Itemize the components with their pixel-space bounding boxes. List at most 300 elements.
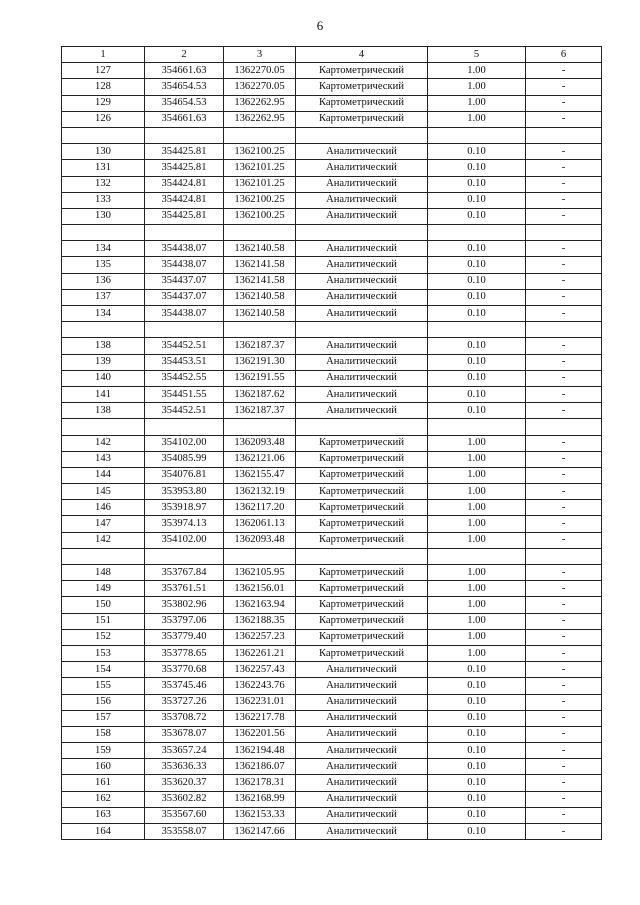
table-row [62, 370, 602, 386]
table-cell: 0.10 [428, 743, 526, 759]
table-cell: 354438.07 [145, 241, 224, 257]
table-cell: 1362163.94 [224, 597, 296, 613]
table-cell: Аналитический [296, 306, 428, 322]
table-row [62, 597, 602, 613]
table-cell: 353778.65 [145, 645, 224, 661]
table-cell: 1.00 [428, 565, 526, 581]
table-cell: 1362121.06 [224, 451, 296, 467]
table-cell: 0.10 [428, 273, 526, 289]
table-cell: - [526, 775, 602, 791]
table-cell: - [526, 581, 602, 597]
table-cell [145, 548, 224, 564]
table-row [62, 710, 602, 726]
table-cell: 1362217.78 [224, 710, 296, 726]
table-cell: 0.10 [428, 710, 526, 726]
table-cell: Картометрический [296, 79, 428, 95]
table-cell: Картометрический [296, 484, 428, 500]
table-cell: 1.00 [428, 645, 526, 661]
table-cell: 0.10 [428, 775, 526, 791]
table-cell: - [526, 743, 602, 759]
table-cell: - [526, 338, 602, 354]
table-cell: 354437.07 [145, 273, 224, 289]
table-cell: 1362257.43 [224, 662, 296, 678]
table-cell: Аналитический [296, 273, 428, 289]
coordinates-table [61, 46, 602, 840]
table-cell: 131 [62, 160, 145, 176]
table-cell: - [526, 467, 602, 483]
table-row [62, 111, 602, 127]
table-cell: 353558.07 [145, 824, 224, 840]
table-cell: Картометрический [296, 451, 428, 467]
table-row [62, 176, 602, 192]
table-cell: Картометрический [296, 565, 428, 581]
table-row [62, 386, 602, 402]
table-row [62, 273, 602, 289]
table-cell: Аналитический [296, 176, 428, 192]
table-cell: Картометрический [296, 95, 428, 111]
table-row [62, 532, 602, 548]
table-cell [224, 548, 296, 564]
table-cell: 1362140.58 [224, 306, 296, 322]
table-cell: - [526, 597, 602, 613]
table-cell [428, 127, 526, 143]
table-cell: 1362101.25 [224, 176, 296, 192]
table-cell: Аналитический [296, 338, 428, 354]
table-cell: 353770.68 [145, 662, 224, 678]
table-cell: - [526, 354, 602, 370]
table-cell: 0.10 [428, 791, 526, 807]
table-row [62, 467, 602, 483]
table-cell: Картометрический [296, 63, 428, 79]
table-cell: Аналитический [296, 370, 428, 386]
table-cell: Аналитический [296, 241, 428, 257]
table-cell: 0.10 [428, 662, 526, 678]
table-cell [224, 419, 296, 435]
table-cell [428, 419, 526, 435]
table-cell: 127 [62, 63, 145, 79]
table-cell: 1.00 [428, 613, 526, 629]
table-cell: 1.00 [428, 516, 526, 532]
table-cell: - [526, 176, 602, 192]
table-cell: 354425.81 [145, 160, 224, 176]
table-row [62, 306, 602, 322]
table-row [62, 451, 602, 467]
table-cell: Аналитический [296, 257, 428, 273]
separator-row [62, 548, 602, 564]
table-cell [145, 419, 224, 435]
table-cell: Картометрический [296, 645, 428, 661]
table-cell [62, 548, 145, 564]
table-cell: - [526, 629, 602, 645]
table-cell: Аналитический [296, 160, 428, 176]
table-cell: Аналитический [296, 775, 428, 791]
table-cell: - [526, 694, 602, 710]
table-cell: 163 [62, 807, 145, 823]
table-cell: Аналитический [296, 354, 428, 370]
table-cell: 138 [62, 338, 145, 354]
table-cell: 1362105.95 [224, 565, 296, 581]
table-row [62, 759, 602, 775]
table-row [62, 613, 602, 629]
table-cell [62, 419, 145, 435]
table-cell: 0.10 [428, 208, 526, 224]
table-cell [62, 127, 145, 143]
table-cell: 0.10 [428, 370, 526, 386]
table-cell: 1.00 [428, 500, 526, 516]
table-cell: 354102.00 [145, 532, 224, 548]
table-cell: 164 [62, 824, 145, 840]
table-cell: - [526, 484, 602, 500]
table-cell: 1.00 [428, 111, 526, 127]
table-cell: 354453.51 [145, 354, 224, 370]
table-cell: - [526, 370, 602, 386]
table-cell [62, 225, 145, 241]
table-cell: 158 [62, 726, 145, 742]
table-row [62, 662, 602, 678]
table-cell [428, 322, 526, 338]
table-cell: 1362261.21 [224, 645, 296, 661]
table-cell: 353678.07 [145, 726, 224, 742]
table-cell: 136 [62, 273, 145, 289]
table-cell: - [526, 662, 602, 678]
table-cell: 142 [62, 532, 145, 548]
table-cell: 138 [62, 403, 145, 419]
table-row [62, 581, 602, 597]
table-cell: 1362168.99 [224, 791, 296, 807]
table-row [62, 63, 602, 79]
table-cell: Аналитический [296, 386, 428, 402]
column-header: 1 [62, 47, 145, 63]
table-cell: - [526, 500, 602, 516]
table-cell: 1.00 [428, 95, 526, 111]
table-cell [428, 548, 526, 564]
table-cell: 1362147.66 [224, 824, 296, 840]
table-cell: 153 [62, 645, 145, 661]
table-row [62, 95, 602, 111]
table-cell [224, 322, 296, 338]
table-cell [224, 225, 296, 241]
table-cell: Аналитический [296, 144, 428, 160]
table-cell: 130 [62, 208, 145, 224]
table-row [62, 208, 602, 224]
table-cell: 0.10 [428, 176, 526, 192]
table-row [62, 160, 602, 176]
table-row [62, 629, 602, 645]
separator-row [62, 127, 602, 143]
table-cell [526, 322, 602, 338]
table-cell: - [526, 192, 602, 208]
table-cell: Картометрический [296, 500, 428, 516]
table-cell [62, 322, 145, 338]
table-cell: - [526, 645, 602, 661]
table-cell: 144 [62, 467, 145, 483]
table-cell: 353567.60 [145, 807, 224, 823]
table-cell: 353918.97 [145, 500, 224, 516]
table-cell: - [526, 613, 602, 629]
table-cell: - [526, 435, 602, 451]
table-cell: - [526, 208, 602, 224]
table-cell [526, 548, 602, 564]
table-cell: Аналитический [296, 726, 428, 742]
table-cell: 353802.96 [145, 597, 224, 613]
table-cell: Аналитический [296, 403, 428, 419]
table-row [62, 289, 602, 305]
table-cell: 354661.63 [145, 111, 224, 127]
column-header: 3 [224, 47, 296, 63]
table-cell: 142 [62, 435, 145, 451]
table-cell: - [526, 257, 602, 273]
table-cell: Аналитический [296, 743, 428, 759]
table-cell: 0.10 [428, 241, 526, 257]
table-cell: Аналитический [296, 662, 428, 678]
table-cell: 354102.00 [145, 435, 224, 451]
table-cell [145, 127, 224, 143]
table-cell: - [526, 807, 602, 823]
column-header: 2 [145, 47, 224, 63]
table-cell: - [526, 516, 602, 532]
table-row [62, 257, 602, 273]
table-cell: 155 [62, 678, 145, 694]
table-cell: 143 [62, 451, 145, 467]
table-cell: 1362117.20 [224, 500, 296, 516]
table-cell: 1362262.95 [224, 95, 296, 111]
table-cell: 148 [62, 565, 145, 581]
table-cell: 145 [62, 484, 145, 500]
table-row [62, 775, 602, 791]
table-cell: 1362191.55 [224, 370, 296, 386]
table-cell: - [526, 95, 602, 111]
table-cell: 135 [62, 257, 145, 273]
table-cell: - [526, 824, 602, 840]
table-cell: 1362140.58 [224, 289, 296, 305]
table-cell: 354452.51 [145, 338, 224, 354]
table-cell: 354452.55 [145, 370, 224, 386]
table-cell: 150 [62, 597, 145, 613]
table-cell: 0.10 [428, 289, 526, 305]
table-cell: 152 [62, 629, 145, 645]
table-cell: 162 [62, 791, 145, 807]
header-row [62, 47, 602, 63]
table-cell: 1.00 [428, 451, 526, 467]
table-cell: - [526, 565, 602, 581]
table-cell: Картометрический [296, 597, 428, 613]
table-row [62, 354, 602, 370]
table-cell: 1362061.13 [224, 516, 296, 532]
separator-row [62, 225, 602, 241]
table-row [62, 338, 602, 354]
table-cell: 353779.40 [145, 629, 224, 645]
table-cell: 353745.46 [145, 678, 224, 694]
table-cell: - [526, 403, 602, 419]
table-cell [296, 548, 428, 564]
table-cell: - [526, 289, 602, 305]
table-cell: 0.10 [428, 257, 526, 273]
table-cell: 353974.13 [145, 516, 224, 532]
table-cell: - [526, 386, 602, 402]
table-cell: Аналитический [296, 192, 428, 208]
table-cell: 354425.81 [145, 144, 224, 160]
table-cell: 1362187.62 [224, 386, 296, 402]
table-cell: 1362231.01 [224, 694, 296, 710]
table-cell: 354076.81 [145, 467, 224, 483]
table-cell: 134 [62, 306, 145, 322]
table-cell: Аналитический [296, 694, 428, 710]
table-cell: Аналитический [296, 824, 428, 840]
table-cell: 159 [62, 743, 145, 759]
table-row [62, 807, 602, 823]
table-cell: 353953.80 [145, 484, 224, 500]
table-cell: 1362270.05 [224, 79, 296, 95]
table-cell: 354085.99 [145, 451, 224, 467]
table-cell: 354424.81 [145, 192, 224, 208]
table-cell: 0.10 [428, 807, 526, 823]
table-cell: 1362178.31 [224, 775, 296, 791]
table-cell: 134 [62, 241, 145, 257]
table-cell: 1362141.58 [224, 273, 296, 289]
table-row [62, 192, 602, 208]
table-cell: 0.10 [428, 403, 526, 419]
table-cell: 0.10 [428, 338, 526, 354]
table-cell: 1362141.58 [224, 257, 296, 273]
column-header: 4 [296, 47, 428, 63]
table-cell [224, 127, 296, 143]
table-row [62, 791, 602, 807]
table-cell: Картометрический [296, 613, 428, 629]
table-cell: 0.10 [428, 306, 526, 322]
table-cell: Картометрический [296, 581, 428, 597]
table-cell: Картометрический [296, 532, 428, 548]
table-cell: 129 [62, 95, 145, 111]
table-cell: Картометрический [296, 467, 428, 483]
table-cell: - [526, 451, 602, 467]
table-cell: 161 [62, 775, 145, 791]
table-cell: 0.10 [428, 144, 526, 160]
table-cell: 1.00 [428, 629, 526, 645]
table-cell: 1362156.01 [224, 581, 296, 597]
table-cell: 1362191.30 [224, 354, 296, 370]
table-cell: 1362100.25 [224, 192, 296, 208]
table-cell: 1.00 [428, 597, 526, 613]
table-cell: 353602.82 [145, 791, 224, 807]
table-cell: 0.10 [428, 824, 526, 840]
separator-row [62, 322, 602, 338]
table-body [62, 63, 602, 840]
table-cell: Аналитический [296, 289, 428, 305]
table-cell: 1362188.35 [224, 613, 296, 629]
table-cell: - [526, 111, 602, 127]
table-cell: Аналитический [296, 208, 428, 224]
table-cell: 156 [62, 694, 145, 710]
table-cell: - [526, 759, 602, 775]
table-cell: - [526, 144, 602, 160]
table-cell: 137 [62, 289, 145, 305]
table-cell: 353797.06 [145, 613, 224, 629]
table-cell: Аналитический [296, 791, 428, 807]
table-cell: Картометрический [296, 435, 428, 451]
table-row [62, 694, 602, 710]
table-cell: - [526, 532, 602, 548]
table-cell: 149 [62, 581, 145, 597]
table-cell: 1.00 [428, 581, 526, 597]
table-cell: 151 [62, 613, 145, 629]
table-cell: 0.10 [428, 678, 526, 694]
table-cell: 133 [62, 192, 145, 208]
table-cell: 353767.84 [145, 565, 224, 581]
table-cell: Аналитический [296, 759, 428, 775]
table-cell: 1362257.23 [224, 629, 296, 645]
table-cell: - [526, 79, 602, 95]
table-row [62, 516, 602, 532]
table-cell: 0.10 [428, 192, 526, 208]
table-cell: 353761.51 [145, 581, 224, 597]
table-cell: Картометрический [296, 111, 428, 127]
column-header: 6 [526, 47, 602, 63]
table-cell [145, 225, 224, 241]
table-row [62, 79, 602, 95]
table-cell: 354424.81 [145, 176, 224, 192]
table-cell: 147 [62, 516, 145, 532]
table-cell: 354452.51 [145, 403, 224, 419]
table-cell: 0.10 [428, 726, 526, 742]
table-cell: 1362100.25 [224, 144, 296, 160]
table-cell: 0.10 [428, 759, 526, 775]
table-row [62, 403, 602, 419]
table-row [62, 144, 602, 160]
table-cell: 154 [62, 662, 145, 678]
table-cell: 1362243.76 [224, 678, 296, 694]
table-cell: 1362155.47 [224, 467, 296, 483]
table-cell: - [526, 273, 602, 289]
table-cell: Картометрический [296, 629, 428, 645]
table-cell [526, 419, 602, 435]
table-cell: 354437.07 [145, 289, 224, 305]
table-cell [296, 419, 428, 435]
table-cell: 1.00 [428, 532, 526, 548]
table-cell: 1362140.58 [224, 241, 296, 257]
table-cell: 354438.07 [145, 257, 224, 273]
table-cell: Аналитический [296, 807, 428, 823]
table-cell: - [526, 63, 602, 79]
table-cell: 1362262.95 [224, 111, 296, 127]
column-header: 5 [428, 47, 526, 63]
table-cell [296, 127, 428, 143]
table-cell: Картометрический [296, 516, 428, 532]
table-cell: Аналитический [296, 710, 428, 726]
table-cell: 1362153.33 [224, 807, 296, 823]
table-cell: 1.00 [428, 467, 526, 483]
table-cell: 1362186.07 [224, 759, 296, 775]
table-cell: Аналитический [296, 678, 428, 694]
table-cell [526, 127, 602, 143]
table-cell: 0.10 [428, 354, 526, 370]
table-cell: 141 [62, 386, 145, 402]
table-row [62, 241, 602, 257]
table-cell: 1362194.48 [224, 743, 296, 759]
table-cell: 132 [62, 176, 145, 192]
table-cell [428, 225, 526, 241]
table-cell: - [526, 306, 602, 322]
table-cell: 354438.07 [145, 306, 224, 322]
table-cell: 0.10 [428, 694, 526, 710]
table-cell: - [526, 791, 602, 807]
table-cell: 126 [62, 111, 145, 127]
table-row [62, 743, 602, 759]
table-row [62, 435, 602, 451]
table-cell: 353636.33 [145, 759, 224, 775]
table-cell: 140 [62, 370, 145, 386]
table-row [62, 678, 602, 694]
table-cell: 354654.53 [145, 95, 224, 111]
